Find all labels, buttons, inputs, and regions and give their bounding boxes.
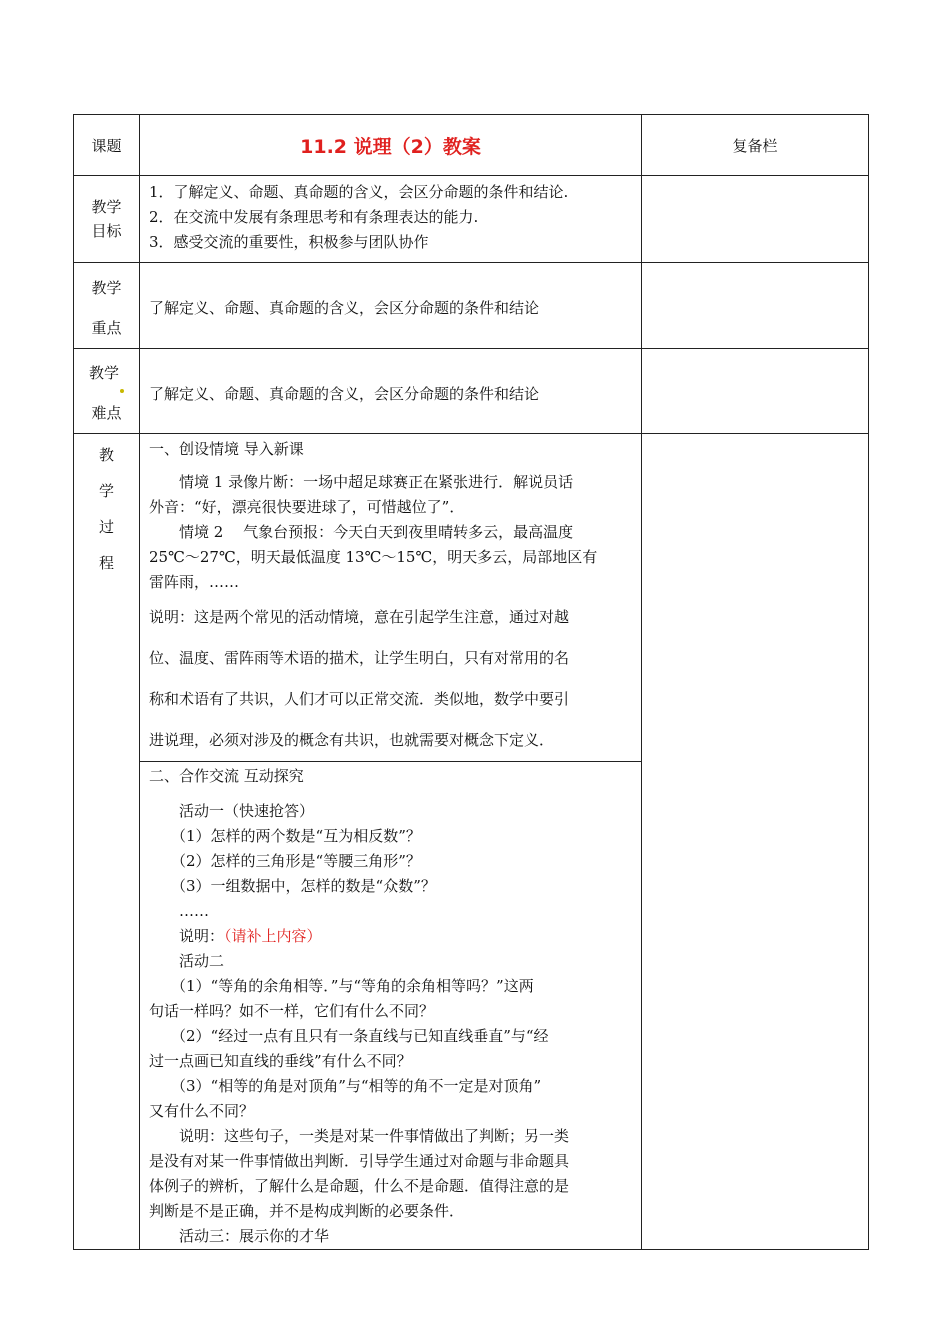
process-section-2: 二、合作交流 互动探究 活动一（快速抢答） （1）怎样的两个数是“互为相反数”？ （2）怎样的三角形是“等腰三角形”？ （3）一组数据中，怎样的数是“众数”？ …… 说明：（请补上内容） 活动二 （1）“等角的余角相等．”与“等角的余角相等吗？”这两 句话一样吗？如不一样，它们有什么不同？ （2）“经过一点有且只有一条直线与已知直线垂直”与“经 过一点画已知直线的垂线”有什么不同？ （3）“相等的角是对顶角”与“相等的角不一定是对顶角” 又有什么不同？ 说明：这些句子，一类是对某一件事情做出了判断；另一类 是没有对某一件事情做出判断．引导学生通过对命题与非命题具 体例子的辨析，了解什么是命题，什么不是命题．值得注意的是 判断是不是正确，并不是构成判断的必要条件． 活动三：展示你的才华 [140,762,642,1250]
fill-in-note: （请补上内容） [224,927,322,945]
sidebar-cell [642,349,869,434]
key-points-content: 了解定义、命题、真命题的含义，会区分命题的条件和结论 [140,263,642,349]
section-heading: 一、创设情境 导入新课 [149,440,304,458]
process-section-1: 一、创设情境 导入新课 情境 1 录像片断：一场中超足球赛正在紧张进行．解说员话 外音：“好，漂亮很快要进球了，可惜越位了”． 情境 2 气象台预报：今天白天到夜里晴转多云，最高温度 25℃～27℃，明天最低温度 13℃～15℃，明天多云，局部地区有 雷阵雨，…… 说明：这是两个常见的活动情境，意在引起学生注意，通过对越 位、温度、雷阵雨等术语的描术，让学生明白，只有对常用的名 称和术语有了共识，人们才可以正常交流．类似地，数学中要引 进说理，必须对涉及的概念有共识，也就需要对概念下定义． [140,434,642,762]
section-heading: 二、合作交流 互动探究 [149,767,304,785]
objective-item: 1．了解定义、命题、真命题的含义，会区分命题的条件和结论. [149,183,569,201]
objective-item: 2．在交流中发展有条理思考和有条理表达的能力. [149,208,479,226]
difficulties-content: 了解定义、命题、真命题的含义，会区分命题的条件和结论 [140,349,642,434]
section-1-explanation: 说明：这是两个常见的活动情境，意在引起学生注意，通过对越 位、温度、雷阵雨等术语的描术，让学生明白，只有对常用的名 称和术语有了共识，人们才可以正常交流．类似地，数学中要引 进说理，必须对涉及的概念有共识，也就需要对概念下定义． [149,608,570,749]
sidebar-cell [642,176,869,263]
difficulties-label: 教学 难点 [74,349,140,434]
lesson-plan-table [73,114,869,1250]
key-points-label: 教学 重点 [74,263,140,349]
sidebar-cell [642,263,869,349]
subject-label: 课题 [74,115,140,176]
objectives-content [140,176,642,263]
sidebar-cell [642,434,869,1250]
page-title: 11.2 说理（2）教案 [140,115,642,176]
objectives-label: 教学 目标 [74,176,140,263]
objective-item: 3．感受交流的重要性，积极参与团队协作 [149,233,429,251]
process-label: 教 学 过 程 [74,434,140,1250]
sidebar-header: 复备栏 [642,115,869,176]
